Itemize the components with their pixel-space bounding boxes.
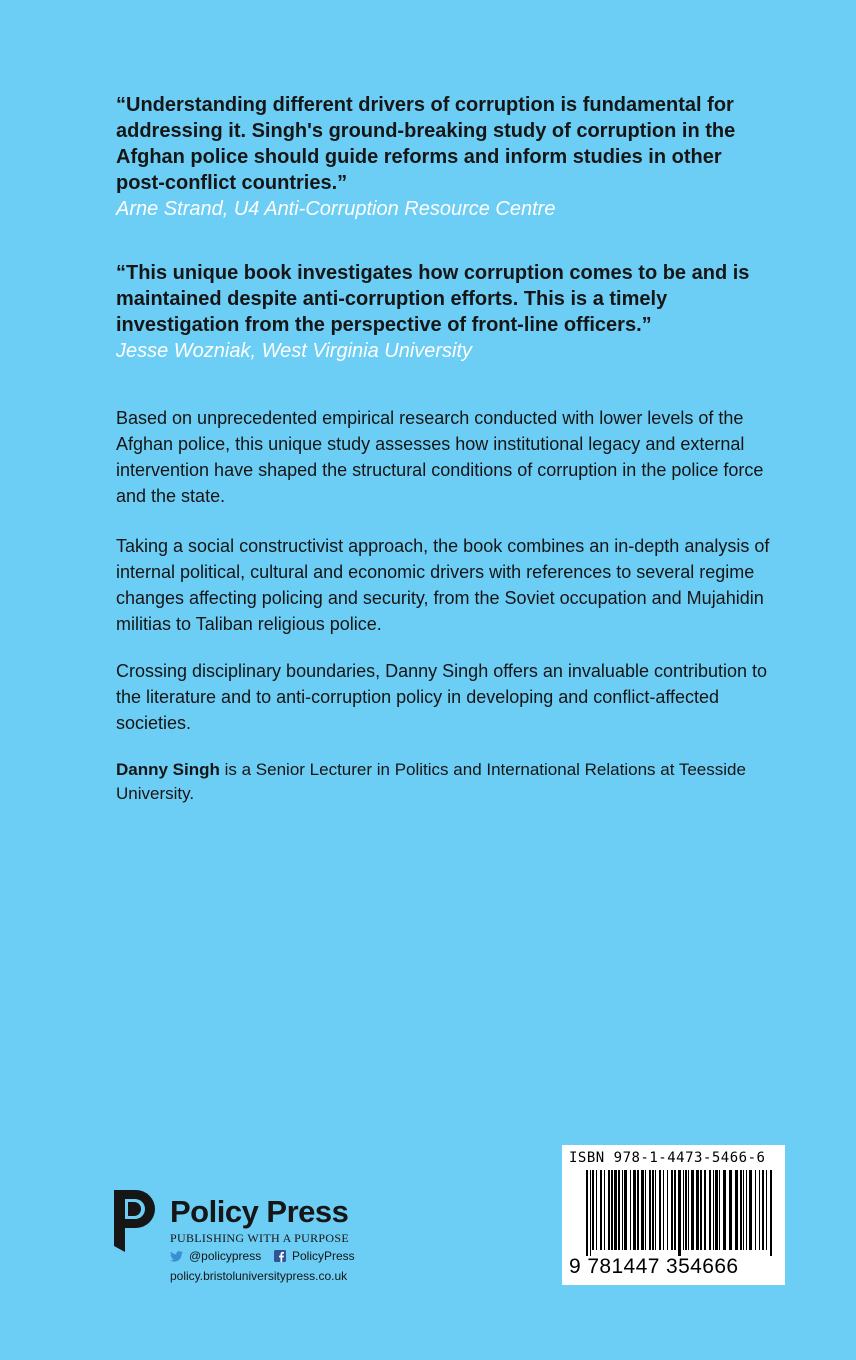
barcode-bar [755,1170,756,1250]
author-name: Danny Singh [116,760,220,779]
barcode-bar [719,1170,720,1250]
endorsement-quote-2 [116,260,756,364]
barcode-bar [630,1170,631,1250]
quote-text: “This unique book investigates how corruption comes to be and is maintained despite anti-corruption efforts. This is a timely investigation from the perspective of front-line officers.” [116,262,750,336]
barcode-bar [645,1170,646,1250]
barcode-bar [637,1170,639,1250]
barcode-bar [743,1170,744,1250]
endorsement-quote-1 [116,92,756,222]
barcode-bar [749,1170,752,1250]
description-paragraph-2: Taking a social constructivist approach, the book combines an in-depth analysis of internal political, cultural and economic drivers with references to several regime changes affecting policing and security, from the Soviet occupation and Mujahidin militias to Taliban religious police. [116,536,770,634]
barcode-bar [759,1170,760,1250]
barcode-bar [655,1170,656,1250]
barcode-bar [729,1170,732,1250]
barcode-bar [704,1170,706,1250]
barcode-bar [691,1170,694,1250]
twitter-handle-text: @policypress [189,1249,262,1263]
isbn-barcode [562,1145,785,1285]
barcode-bar [649,1170,651,1250]
barcode-bar [622,1170,623,1250]
barcode-bar [659,1170,661,1250]
barcode-bar [766,1170,767,1250]
barcode-bar [709,1170,711,1250]
barcode-bar [590,1170,591,1256]
twitter-handle[interactable] [170,1249,261,1263]
barcode-bar [592,1170,594,1250]
barcode-bar [688,1170,689,1250]
barcode-bar [596,1170,597,1250]
publisher-tagline: PUBLISHING WITH A PURPOSE [170,1231,349,1245]
publisher-url[interactable]: policy.bristoluniversitypress.co.uk [170,1269,348,1283]
barcode-bar [740,1170,742,1250]
barcode-bar [678,1170,681,1256]
barcode-bar [604,1170,605,1250]
barcode-bar [614,1170,617,1250]
facebook-icon [274,1250,286,1262]
barcode-bar [746,1170,747,1250]
barcode-bar [671,1170,673,1250]
barcode-bar [762,1170,764,1250]
publisher-name: Policy Press [170,1194,349,1229]
barcode-bar [618,1170,620,1250]
barcode-bar [770,1170,772,1256]
barcode-bar [633,1170,636,1250]
barcode-bars [562,1170,785,1256]
barcode-bar [611,1170,613,1250]
barcode-bar [663,1170,664,1250]
barcode-bar [667,1170,668,1250]
barcode-digits: 9 781447 354666 [569,1255,739,1278]
facebook-handle[interactable] [274,1249,355,1263]
quote-text: “Understanding different drivers of corruption is fundamental for addressing it. Singh's ground-breaking study of corruption in the Afghan police should guide reforms and inform studies in other post-conflict countries.” [116,94,736,194]
author-bio [116,758,776,806]
barcode-bar [608,1170,610,1250]
barcode-bar [683,1170,684,1250]
barcode-bar [700,1170,702,1250]
barcode-bar [652,1170,654,1250]
barcode-bar [624,1170,627,1250]
author-bio-text: is a Senior Lecturer in Politics and International Relations at Teesside University. [116,760,746,803]
barcode-bar [641,1170,644,1250]
description-paragraph-3: Crossing disciplinary boundaries, Danny Singh offers an invaluable contribution to the literature and to anti-corruption policy in developing and conflict-affected societies. [116,661,768,733]
barcode-bar [715,1170,718,1250]
barcode-bar [586,1170,588,1256]
barcode-bar [696,1170,699,1250]
barcode-bar [735,1170,738,1250]
isbn-label: ISBN 978-1-4473-5466-6 [569,1150,766,1166]
barcode-bar [685,1170,687,1250]
barcode-bar [600,1170,602,1250]
policy-press-logo-icon [112,1188,158,1254]
quote-attribution: Jesse Wozniak, West Virginia University [116,340,473,362]
publisher-logo-block [112,1186,412,1296]
barcode-bar [713,1170,714,1250]
description-paragraph-1: Based on unprecedented empirical research conducted with lower levels of the Afghan police, this unique study assesses how institutional legacy and external intervention have shaped the structural conditions of corruption in the police force and the state. [116,408,764,506]
barcode-bar [674,1170,676,1250]
barcode-bar [723,1170,726,1250]
quote-attribution: Arne Strand, U4 Anti-Corruption Resource Centre [116,198,556,220]
facebook-handle-text: PolicyPress [292,1249,355,1263]
twitter-icon [170,1251,183,1262]
